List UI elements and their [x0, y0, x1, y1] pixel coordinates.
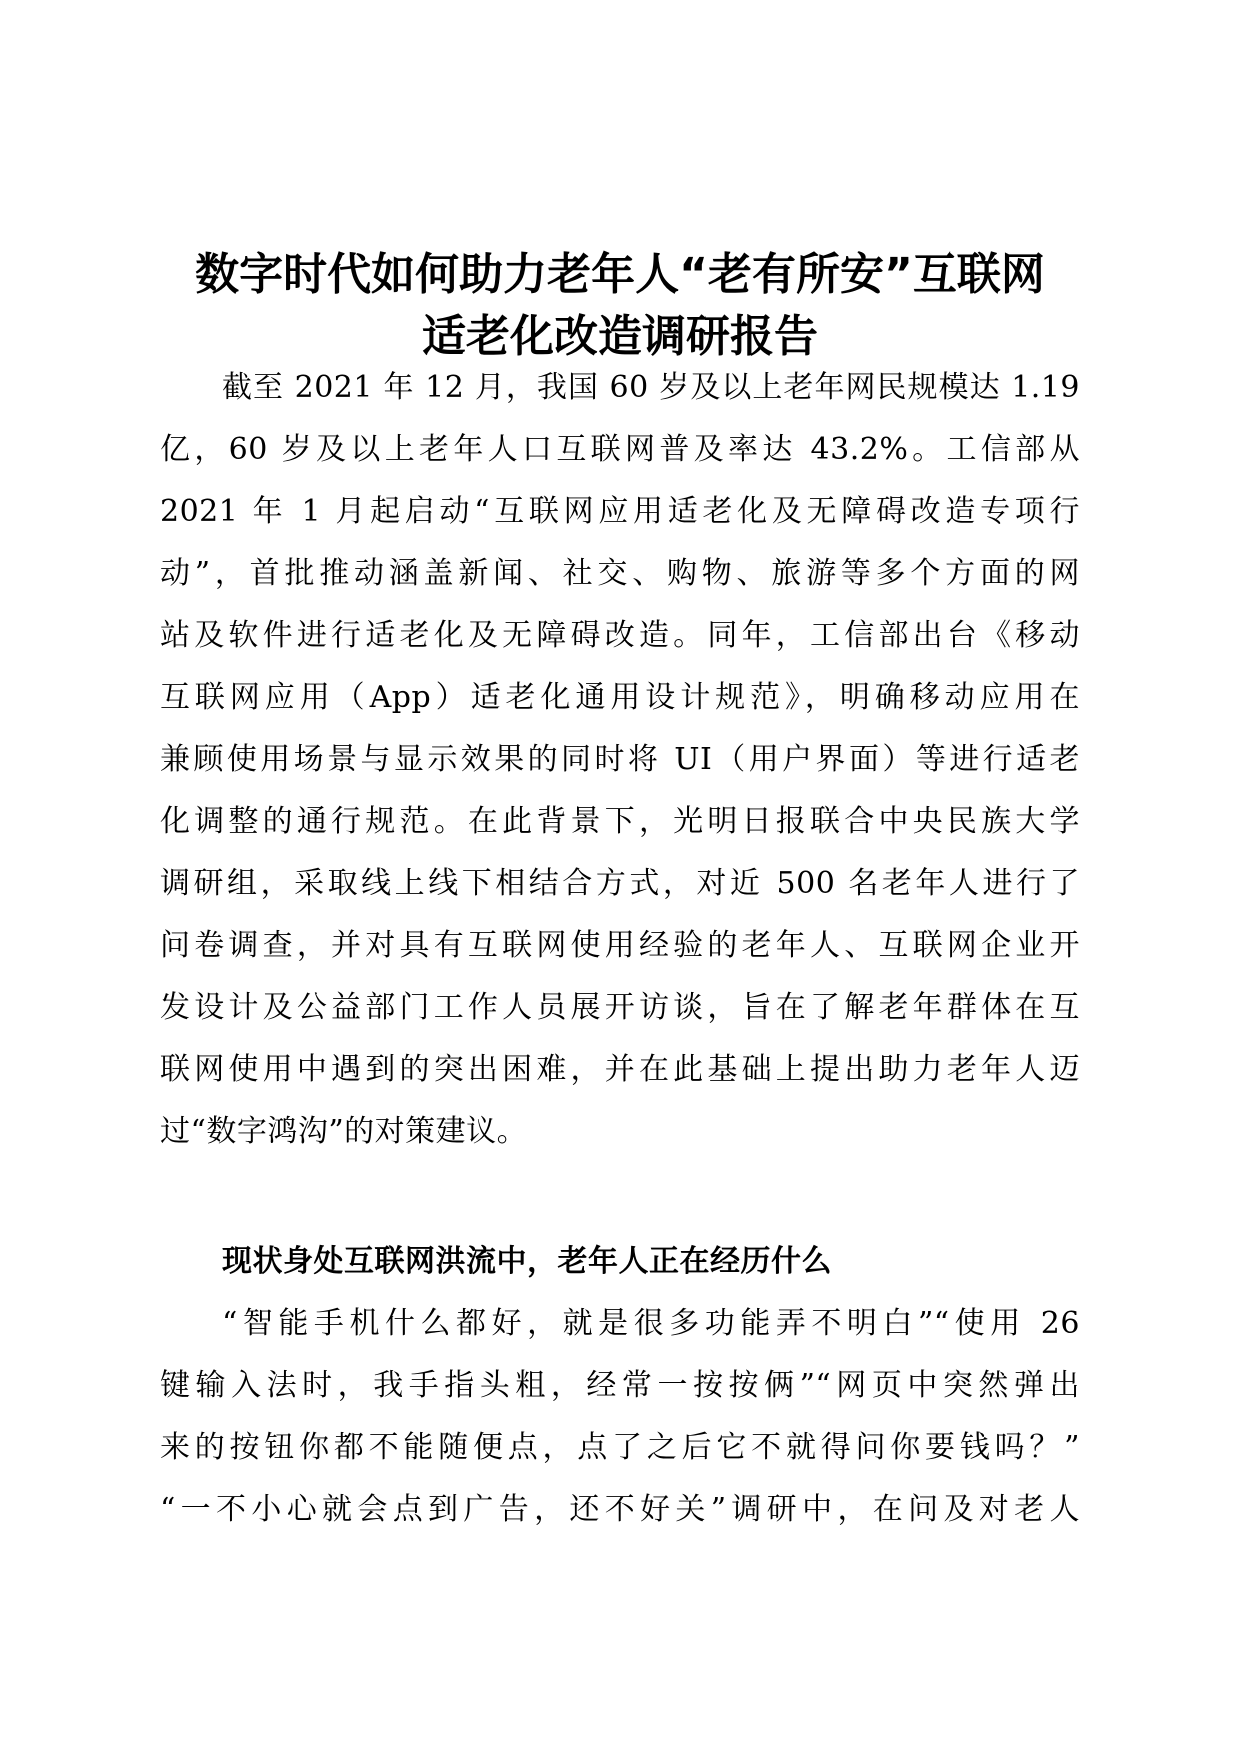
- document-title-line-1: 数字时代如何助力老年人“老有所安”互联网: [195, 249, 1045, 300]
- paragraph-2-line: 键输入法时，我手指头粗，经常一按按俩”“网页中突然弹出: [160, 1368, 1080, 1403]
- paragraph-1-line: 2021 年 1 月起启动“互联网应用适老化及无障碍改造专项行: [160, 494, 1080, 529]
- paragraph-1-line: 调研组，采取线上线下相结合方式，对近 500 名老年人进行了: [160, 866, 1080, 901]
- paragraph-1-line: 过“数字鸿沟”的对策建议。: [160, 1114, 528, 1149]
- section-heading: 现状身处互联网洪流中，老年人正在经历什么: [222, 1244, 832, 1279]
- paragraph-1-line: 截至 2021 年 12 月，我国 60 岁及以上老年网民规模达 1.19: [222, 370, 1080, 405]
- paragraph-1-line: 化调整的通行规范。在此背景下，光明日报联合中央民族大学: [160, 804, 1080, 839]
- paragraph-1-line: 站及软件进行适老化及无障碍改造。同年，工信部出台《移动: [160, 618, 1080, 653]
- paragraph-1-line: 兼顾使用场景与显示效果的同时将 UI（用户界面）等进行适老: [160, 742, 1080, 777]
- paragraph-1-line: 互联网应用（App）适老化通用设计规范》，明确移动应用在: [160, 680, 1080, 715]
- paragraph-1-line: 问卷调查，并对具有互联网使用经验的老年人、互联网企业开: [160, 928, 1080, 963]
- paragraph-1-line: 动”，首批推动涵盖新闻、社交、购物、旅游等多个方面的网: [160, 556, 1080, 591]
- paragraph-2-line: “一不小心就会点到广告，还不好关”调研中，在问及对老人: [160, 1492, 1080, 1527]
- paragraph-2-line: “智能手机什么都好，就是很多功能弄不明白”“使用 26: [222, 1306, 1080, 1341]
- paragraph-1-line: 发设计及公益部门工作人员展开访谈，旨在了解老年群体在互: [160, 990, 1080, 1025]
- paragraph-1-line: 亿，60 岁及以上老年人口互联网普及率达 43.2%。工信部从: [160, 432, 1080, 467]
- paragraph-1-line: 联网使用中遇到的突出困难，并在此基础上提出助力老年人迈: [160, 1052, 1080, 1087]
- document-title-line-2: 适老化改造调研报告: [422, 311, 818, 362]
- paragraph-2-line: 来的按钮你都不能随便点，点了之后它不就得问你要钱吗？”: [160, 1430, 1080, 1465]
